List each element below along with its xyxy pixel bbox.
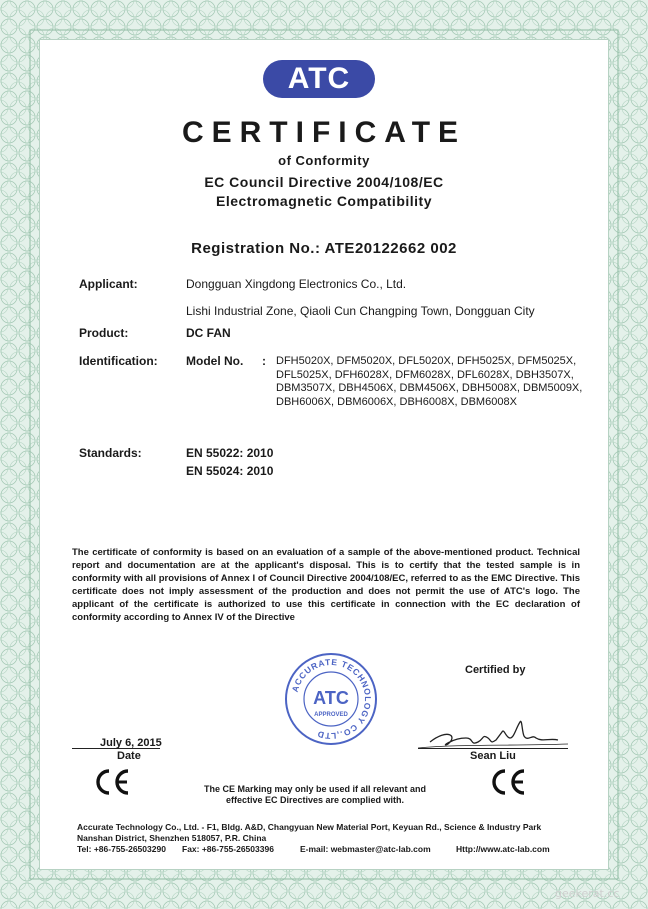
footer-tel: Tel: +86-755-26503290 xyxy=(77,844,166,854)
registration-number: Registration No.: ATE20122662 002 xyxy=(191,240,457,257)
ce-mark-left-icon xyxy=(92,767,132,797)
applicant-label: Applicant: xyxy=(79,277,138,291)
model-line: DBH6006X, DBM6006X, DBH6008X, DBM6008X xyxy=(276,395,517,408)
standards-label: Standards: xyxy=(79,446,142,460)
model-line: DFL5025X, DFH6028X, DFM6028X, DFL6028X, DBH3507X, xyxy=(276,368,574,381)
standard-item: EN 55024: 2010 xyxy=(186,464,274,478)
date-label: Date xyxy=(117,750,141,762)
signer-name: Sean Liu xyxy=(470,750,516,762)
subtitle-emc: Electromagnetic Compatibility xyxy=(216,193,432,209)
footer-address-line1: Accurate Technology Co., Ltd. - F1, Bldg. A&D, Changyuan New Material Port, Keyuan Rd., Science & Industry Park xyxy=(77,822,542,832)
atc-approved-seal xyxy=(283,651,379,747)
subtitle-conformity: of Conformity xyxy=(278,153,370,168)
ce-marking-note xyxy=(200,784,430,806)
model-colon: : xyxy=(262,354,266,368)
footer-fax: Fax: +86-755-26503396 xyxy=(182,844,274,854)
applicant-name: Dongguan Xingdong Electronics Co., Ltd. xyxy=(186,277,407,291)
signature-line xyxy=(418,748,568,749)
date-line xyxy=(72,748,160,749)
seal-ring-text: ACCURATE TECHNOLOGY CO.,LTD xyxy=(289,656,374,742)
ce-mark-right-icon xyxy=(488,767,528,797)
atc-logo: ATC xyxy=(263,60,375,98)
model-label: Model No. xyxy=(186,354,244,368)
ce-note-line: effective EC Directives are complied with. xyxy=(225,795,405,805)
conformity-statement: The certificate of conformity is based on an evaluation of a sample of the above-mentioned product. Technical report and documentation are at the applicant's disposal. This is to certify that the tested sample is in conformity with all provisions of Annex I of Council Directive 2004/108/EC, referred to as the EMC Directive. This certificate does not imply assessment of the production and does not permit the use of ATC's logo. The applicant of the certificate is authorized to use this certificate in connection with the EC declaration of conformity according to Annex IV of the Directive xyxy=(72,547,580,623)
identification-label: Identification: xyxy=(79,354,158,368)
product-value: DC FAN xyxy=(186,326,231,340)
standard-item: EN 55022: 2010 xyxy=(186,446,274,460)
certified-by-label: Certified by xyxy=(465,664,526,676)
seal-approved-text: APPROVED xyxy=(314,712,348,718)
model-line: DFH5020X, DFM5020X, DFL5020X, DFH5025X, DFM5025X, xyxy=(276,355,577,367)
product-label: Product: xyxy=(79,326,129,340)
subtitle-directive: EC Council Directive 2004/108/EC xyxy=(204,174,444,190)
model-line: DBM3507X, DBH4506X, DBM4506X, DBH5008X, DBM5009X, xyxy=(276,382,583,394)
model-list xyxy=(276,355,606,409)
seal-center-text: ATC xyxy=(313,688,349,708)
watermark: geekerat.cc xyxy=(555,887,620,900)
footer-email: E-mail: webmaster@atc-lab.com xyxy=(300,844,431,854)
footer-website[interactable]: Http://www.atc-lab.com xyxy=(456,844,550,854)
footer-address-line2: Nanshan District, Shenzhen 518057, P.R. China xyxy=(77,833,267,843)
ce-note-line: The CE Marking may only be used if all relevant and xyxy=(203,784,427,794)
handwritten-signature xyxy=(418,708,568,750)
issue-date: July 6, 2015 xyxy=(100,737,162,749)
applicant-address: Lishi Industrial Zone, Qiaoli Cun Changping Town, Dongguan City xyxy=(186,304,535,318)
certificate-title: CERTIFICATE xyxy=(181,116,467,149)
